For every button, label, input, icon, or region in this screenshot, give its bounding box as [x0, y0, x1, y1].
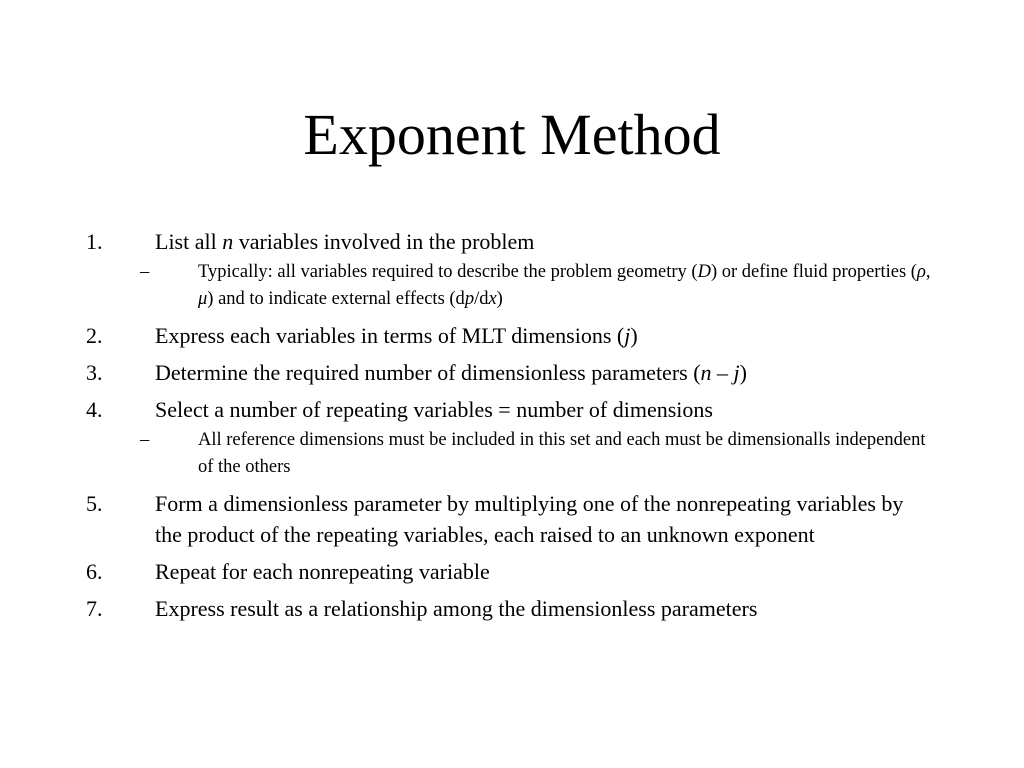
step-text: Repeat for each nonrepeating variable	[155, 559, 490, 584]
variable-p: p	[464, 289, 475, 309]
step-6	[0, 556, 1024, 587]
step-text: Select a number of repeating variables = number of dimensions	[155, 397, 713, 422]
variable-j: j	[733, 360, 740, 385]
step-text: Form a dimensionless parameter by multiplying one of the nonrepeating variables by the product of the repeating variables, each raised to an unknown exponent	[155, 491, 904, 547]
step-3	[0, 357, 1024, 388]
variable-rho: ρ	[916, 262, 926, 282]
step-number: 4.	[86, 397, 103, 422]
step-text: –	[711, 360, 734, 385]
step-1	[0, 226, 1024, 257]
slide-body	[0, 226, 1024, 630]
step-text: List all	[155, 229, 223, 254]
step-4-subpoint	[0, 427, 1024, 481]
subpoint-text: )	[496, 289, 503, 309]
step-number: 7.	[86, 596, 103, 621]
slide-title: Exponent Method	[303, 102, 721, 167]
variable-n: n	[222, 229, 234, 254]
step-number: 2.	[86, 323, 103, 348]
step-text: Determine the required number of dimensionless parameters (	[155, 360, 701, 385]
step-number: 1.	[86, 229, 103, 254]
step-2	[0, 320, 1024, 351]
sub-bullet-dash: –	[140, 430, 150, 450]
step-text: variables involved in the problem	[233, 229, 535, 254]
subpoint-text: /d	[474, 289, 489, 309]
subpoint-text: ,	[925, 262, 931, 282]
variable-j: j	[624, 323, 631, 348]
step-number: 3.	[86, 360, 103, 385]
subpoint-text: Typically: all variables required to describe the problem geometry (	[198, 262, 698, 282]
subpoint-text: ) or define fluid properties (	[710, 262, 917, 282]
step-text: )	[630, 323, 638, 348]
variable-D: D	[697, 262, 711, 282]
step-text: )	[739, 360, 747, 385]
subpoint-text: ) and to indicate external effects (d	[207, 289, 465, 309]
variable-mu: μ	[198, 289, 208, 309]
step-text: Express result as a relationship among the dimensionless parameters	[155, 596, 758, 621]
step-1-subpoint	[0, 259, 1024, 313]
step-text: Express each variables in terms of MLT dimensions (	[155, 323, 625, 348]
sub-bullet-dash: –	[140, 262, 150, 282]
step-7	[0, 593, 1024, 624]
step-4	[0, 394, 1024, 425]
subpoint-text: All reference dimensions must be included in this set and each must be dimensionalls independent of the others	[198, 430, 926, 477]
step-number: 5.	[86, 491, 103, 516]
variable-n: n	[700, 360, 712, 385]
step-5	[0, 488, 1024, 550]
variable-x: x	[488, 289, 497, 309]
step-number: 6.	[86, 559, 103, 584]
